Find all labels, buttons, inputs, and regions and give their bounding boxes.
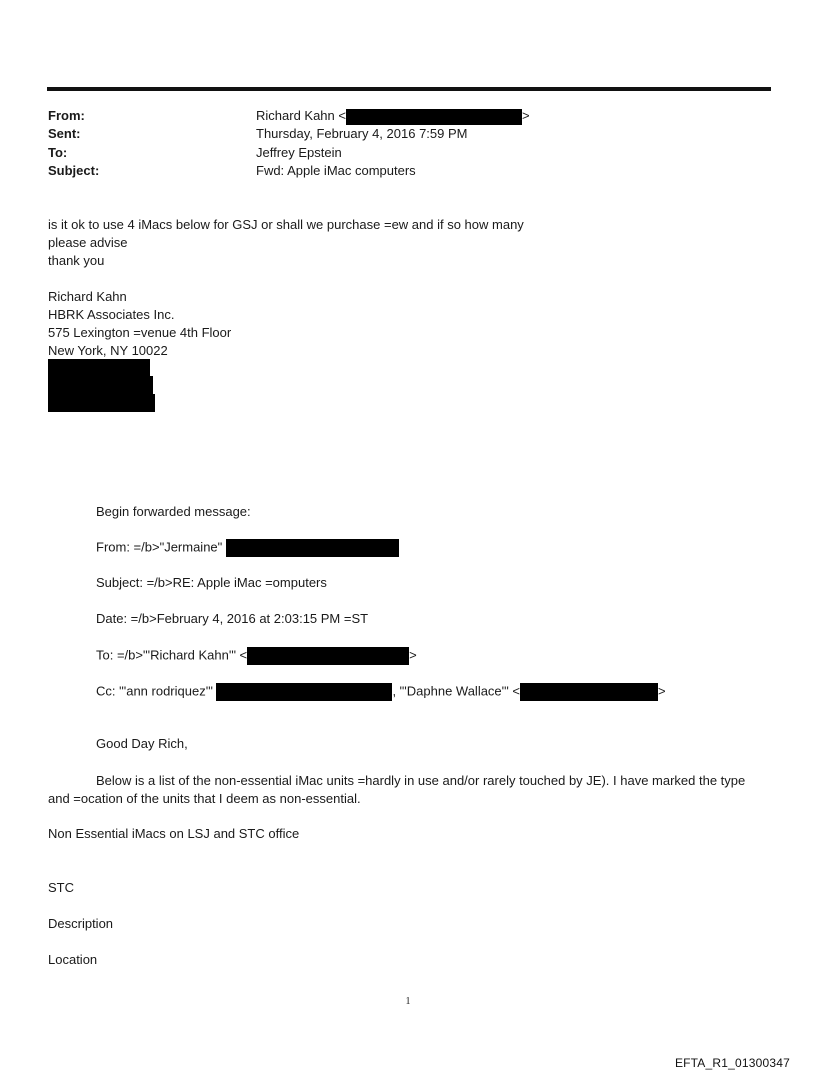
column-location: Location xyxy=(48,952,98,967)
body-line-3: thank you xyxy=(48,253,105,268)
subject-value: Fwd: Apple iMac computers xyxy=(256,163,416,178)
forward-cc-close: > xyxy=(657,683,666,699)
forward-paragraph xyxy=(48,772,770,808)
forward-date: Date: =/b>February 4, 2016 at 2:03:15 PM =ST xyxy=(96,611,369,626)
forward-cc xyxy=(96,683,666,701)
from-name: Richard Kahn < xyxy=(256,108,346,123)
forward-from-text: From: =/b>"Jermaine" xyxy=(96,539,223,555)
signature-name: Richard Kahn xyxy=(48,289,127,304)
forward-subject: Subject: =/b>RE: Apple iMac =omputers xyxy=(96,575,327,590)
sent-label: Sent: xyxy=(48,126,81,141)
redaction-box xyxy=(216,683,392,701)
body-line-2: please advise xyxy=(48,235,128,250)
forward-to xyxy=(96,647,417,665)
from-value xyxy=(256,108,530,125)
bates-number: EFTA_R1_01300347 xyxy=(674,1056,790,1070)
forward-greeting: Good Day Rich, xyxy=(96,736,188,751)
forward-cc-text: Cc: "'ann rodriquez'" xyxy=(96,683,213,699)
to-label: To: xyxy=(48,145,68,160)
redaction-box xyxy=(247,647,409,665)
redaction-box xyxy=(346,109,522,125)
forward-intro: Begin forwarded message: xyxy=(96,504,251,519)
from-close: > xyxy=(521,108,530,123)
body-line-1: is it ok to use 4 iMacs below for GSJ or shall we purchase =ew and if so how many xyxy=(48,217,524,232)
header-divider xyxy=(47,87,771,91)
page-number: 1 xyxy=(405,996,411,1007)
redaction-box xyxy=(226,539,399,557)
redaction-box xyxy=(520,683,658,701)
forward-from xyxy=(96,539,399,557)
redaction-box xyxy=(48,376,153,395)
subject-label: Subject: xyxy=(48,163,100,178)
column-stc: STC xyxy=(48,880,74,895)
forward-cc-mid: , "'Daphne Wallace'" < xyxy=(392,683,520,699)
signature-company: HBRK Associates Inc. xyxy=(48,307,175,322)
forward-paragraph-line-1: Below is a list of the non-essential iMac units =hardly in use and/or rarely touched by JE). I have marked the type xyxy=(96,773,746,788)
to-value: Jeffrey Epstein xyxy=(256,145,342,160)
signature-address-2: New York, NY 10022 xyxy=(48,343,168,358)
sent-value: Thursday, February 4, 2016 7:59 PM xyxy=(256,126,468,141)
list-title: Non Essential iMacs on LSJ and STC office xyxy=(48,826,300,841)
forward-to-text: To: =/b>"'Richard Kahn'" < xyxy=(96,647,248,663)
signature-address-1: 575 Lexington =venue 4th Floor xyxy=(48,325,232,340)
column-description: Description xyxy=(48,916,114,931)
forward-paragraph-line-2: and =ocation of the units that I deem as non-essential. xyxy=(48,791,361,806)
from-label: From: xyxy=(48,108,85,123)
forward-to-close: > xyxy=(409,647,417,663)
redaction-box xyxy=(48,359,150,377)
redaction-box xyxy=(48,394,155,412)
